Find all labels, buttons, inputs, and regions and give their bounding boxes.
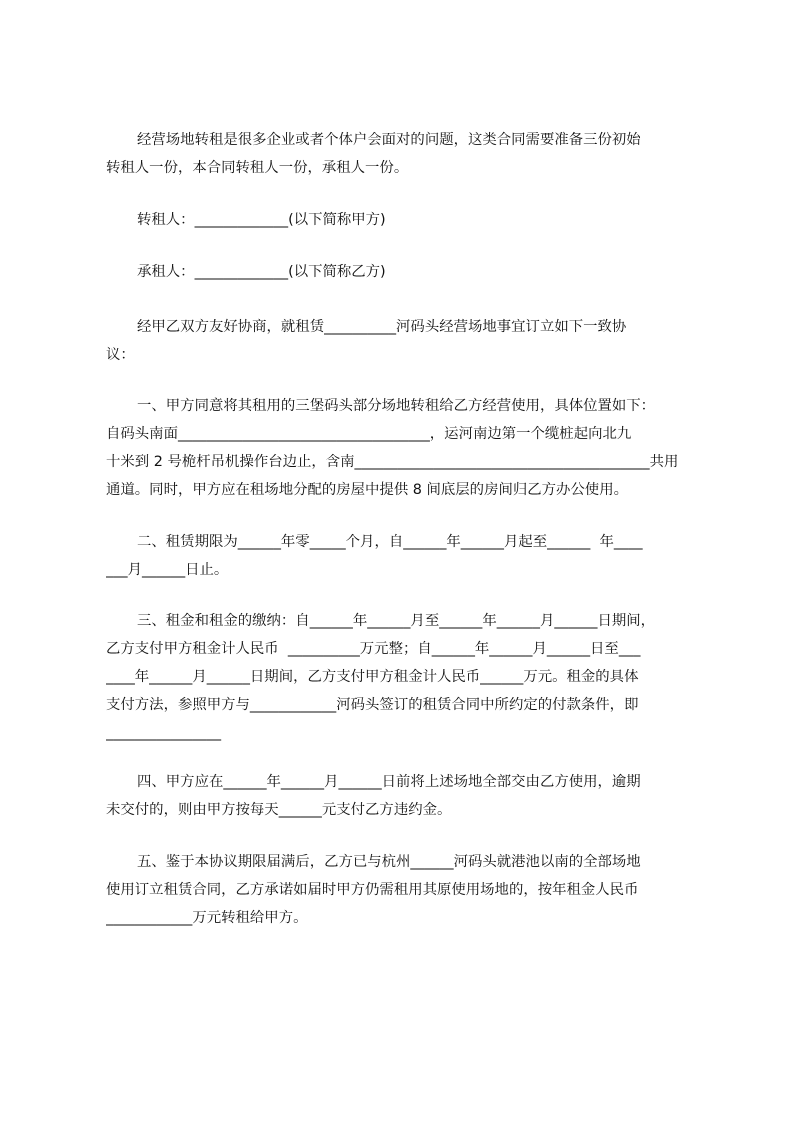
- clause5-line-3: ____________万元转租给甲方。: [106, 910, 308, 926]
- clause3-line-4: 支付方法，参照甲方与____________河码头签订的租赁合同中所约定的付款条件，即: [106, 697, 639, 713]
- party-a-line: 转租人：_____________(以下简称甲方): [137, 212, 386, 228]
- clause4-line-2: 未交付的，则由甲方按每天______元支付乙方违约金。: [106, 802, 452, 818]
- clause1-line-4: 通道。同时，甲方应在租场地分配的房屋中提供 8 间底层的房间归乙方办公使用。: [106, 482, 628, 498]
- clause1-line-3: 十米到 2 号桅杆吊机操作台边止，含南_________________________________________共用: [106, 454, 679, 470]
- clause5-line-1: 五、鉴于本协议期限届满后，乙方已与杭州______河码头就港池以南的全部场地: [137, 854, 641, 870]
- preamble-line-2: 议：: [106, 347, 135, 363]
- clause1-line-1: 一、甲方同意将其租用的三堡码头部分场地转租给乙方经营使用，具体位置如下：: [137, 398, 656, 414]
- clause4-line-1: 四、甲方应在______年______月______日前将上述场地全部交由乙方使用，逾期: [137, 774, 641, 790]
- clause3-line-1: 三、租金和租金的缴纳：自______年______月至______年______月______日期间，: [137, 613, 656, 629]
- clause3-line-5: ________________: [106, 725, 222, 741]
- clause1-line-2: 自码头南面___________________________________，运河南边第一个缆桩起向北九: [106, 426, 632, 442]
- party-b-line: 承租人：_____________(以下简称乙方): [137, 264, 386, 280]
- intro-line-2: 转租人一份，本合同转租人一份，承租人一份。: [106, 160, 409, 176]
- clause2-line-1: 二、租赁期限为______年零_____个月，自______年______月起至______ 年____: [137, 534, 643, 550]
- clause5-line-2: 使用订立租赁合同，乙方承诺如届时甲方仍需租用其原使用场地的，按年租金人民币: [106, 882, 639, 898]
- intro-line-1: 经营场地转租是很多企业或者个体户会面对的问题，这类合同需要准备三份初始: [137, 132, 641, 148]
- preamble-line-1: 经甲乙双方友好协商，就租赁__________河码头经营场地事宜订立如下一致协: [137, 319, 627, 335]
- clause3-line-3: ____年______月______日期间，乙方支付甲方租金计人民币______万元。租金的具体: [106, 669, 639, 685]
- clause2-line-2: ___月______日止。: [106, 562, 229, 578]
- clause3-line-2: 乙方支付甲方租金计人民币 __________万元整；自______年______月______日至___: [106, 641, 641, 657]
